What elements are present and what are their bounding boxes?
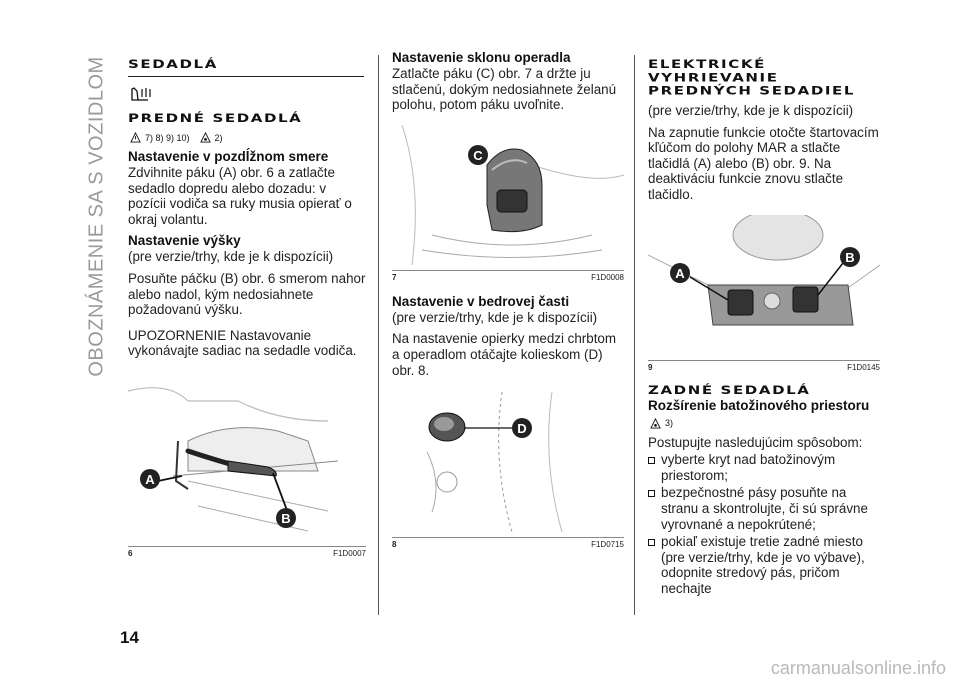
paragraph: (pre verzie/trhy, kde je k dispozícii) [128, 249, 334, 265]
paragraph: Zdvihnite páku (A) obr. 6 a zatlačte sedadlo dopredu alebo dozadu: v pozícii vodiča sa ruky musia opierať o okraj volantu. [128, 165, 352, 227]
column-divider [378, 55, 379, 615]
warning-note: UPOZORNENIE Nastavovanie vykonávajte sadiac na sedadle vodiča. [128, 327, 357, 359]
callout-b: B [281, 510, 291, 526]
bullet-box-icon [648, 457, 655, 464]
lumbar-knob-illustration [392, 392, 624, 532]
callout-b: B [845, 249, 855, 265]
section-title-heated-seats: ELEKTRICKÉ VYHRIEVANIE PREDNÝCH SEDADIEL [648, 57, 856, 98]
heading-longitudinal-adjustment: Nastavenie v pozdĺžnom smere [128, 149, 329, 164]
list-item: vyberte kryt nad batožinovým priestorom; [648, 452, 880, 483]
figure-caption: 9 F1D0145 [648, 362, 880, 372]
figure-6 [128, 381, 366, 547]
figure-caption: 7 F1D0008 [392, 272, 624, 282]
callout-d: D [517, 421, 527, 437]
column-1 [128, 50, 366, 558]
callout-c: C [473, 147, 483, 163]
warning-references: 3) [650, 418, 880, 429]
backrest-lever-illustration [392, 125, 624, 265]
watermark: carmanualsonline.info [770, 658, 946, 678]
heated-seat-buttons-illustration [648, 215, 880, 355]
figure-9 [648, 215, 880, 361]
column-divider [634, 55, 635, 615]
section-rule [128, 76, 364, 77]
list-item: bezpečnostné pásy posuňte na stranu a skontrolujte, či sú správne vyrovnané a nepokrútené; [648, 485, 880, 532]
heading-backrest-adjustment: Nastavenie sklonu operadla [392, 50, 571, 65]
warning-references: 7) 8) 9) 10) 2) [130, 132, 366, 143]
seat-icon [128, 85, 156, 103]
paragraph: (pre verzie/trhy, kde je k dispozícii) [648, 103, 854, 118]
paragraph: Na zapnutie funkcie otočte štartovacím kľúčom do polohy MAR a stlačte tlačidlá (A) alebo (B) obr. 9. Na deaktiváciu funkcie znovu stlačte tlačidlo. [648, 124, 879, 202]
section-title-seats: SEDADLÁ [128, 57, 218, 72]
paragraph: Postupujte nasledujúcim spôsobom: [648, 434, 863, 450]
column-3 [648, 50, 880, 597]
heading-height-adjustment: Nastavenie výšky [128, 233, 241, 249]
paragraph: Posuňte páčku (B) obr. 6 smerom nahor alebo nadol, kým nedosiahnete požadovanú výšku. [128, 270, 366, 318]
heading-lumbar-adjustment: Nastavenie v bedrovej časti [392, 293, 570, 309]
page-number: 14 [120, 628, 139, 647]
section-title-rear-seats: ZADNÉ SEDADLÁ [648, 382, 811, 397]
chapter-side-tab [84, 40, 110, 392]
caution-hand-icon [650, 418, 661, 429]
subsection-title-front-seats: PREDNÉ SEDADLÁ [128, 111, 303, 126]
figure-7 [392, 125, 624, 271]
bullet-box-icon [648, 539, 655, 546]
warning-triangle-icon [130, 132, 141, 143]
callout-a: A [675, 265, 685, 281]
paragraph: Na nastavenie opierky medzi chrbtom a operadlom otáčajte kolieskom (D) obr. 8. [392, 331, 617, 378]
bullet-box-icon [648, 490, 655, 497]
paragraph: (pre verzie/trhy, kde je k dispozícii) [392, 309, 598, 325]
figure-caption: 6 F1D0007 [128, 548, 366, 558]
heading-luggage-extension: Rozšírenie batožinového priestoru [648, 397, 870, 413]
figure-8 [392, 392, 624, 538]
seat-adjust-illustration [128, 381, 364, 541]
figure-caption: 8 F1D0715 [392, 540, 624, 550]
column-2 [392, 50, 624, 549]
list-item: pokiaľ existuje tretie zadné miesto (pre verzie/trhy, kde je vo výbave), odopnite stredový pás, pričom nechajte [648, 534, 880, 596]
caution-hand-icon [200, 132, 211, 143]
callout-a: A [145, 471, 155, 487]
paragraph: Zatlačte páku (C) obr. 7 a držte ju stlačenú, dokým nedosiahnete želanú polohu, potom páku uvoľnite. [392, 66, 617, 113]
chapter-title: OBOZNÁMENIE SA S VOZIDLOM [85, 55, 108, 377]
